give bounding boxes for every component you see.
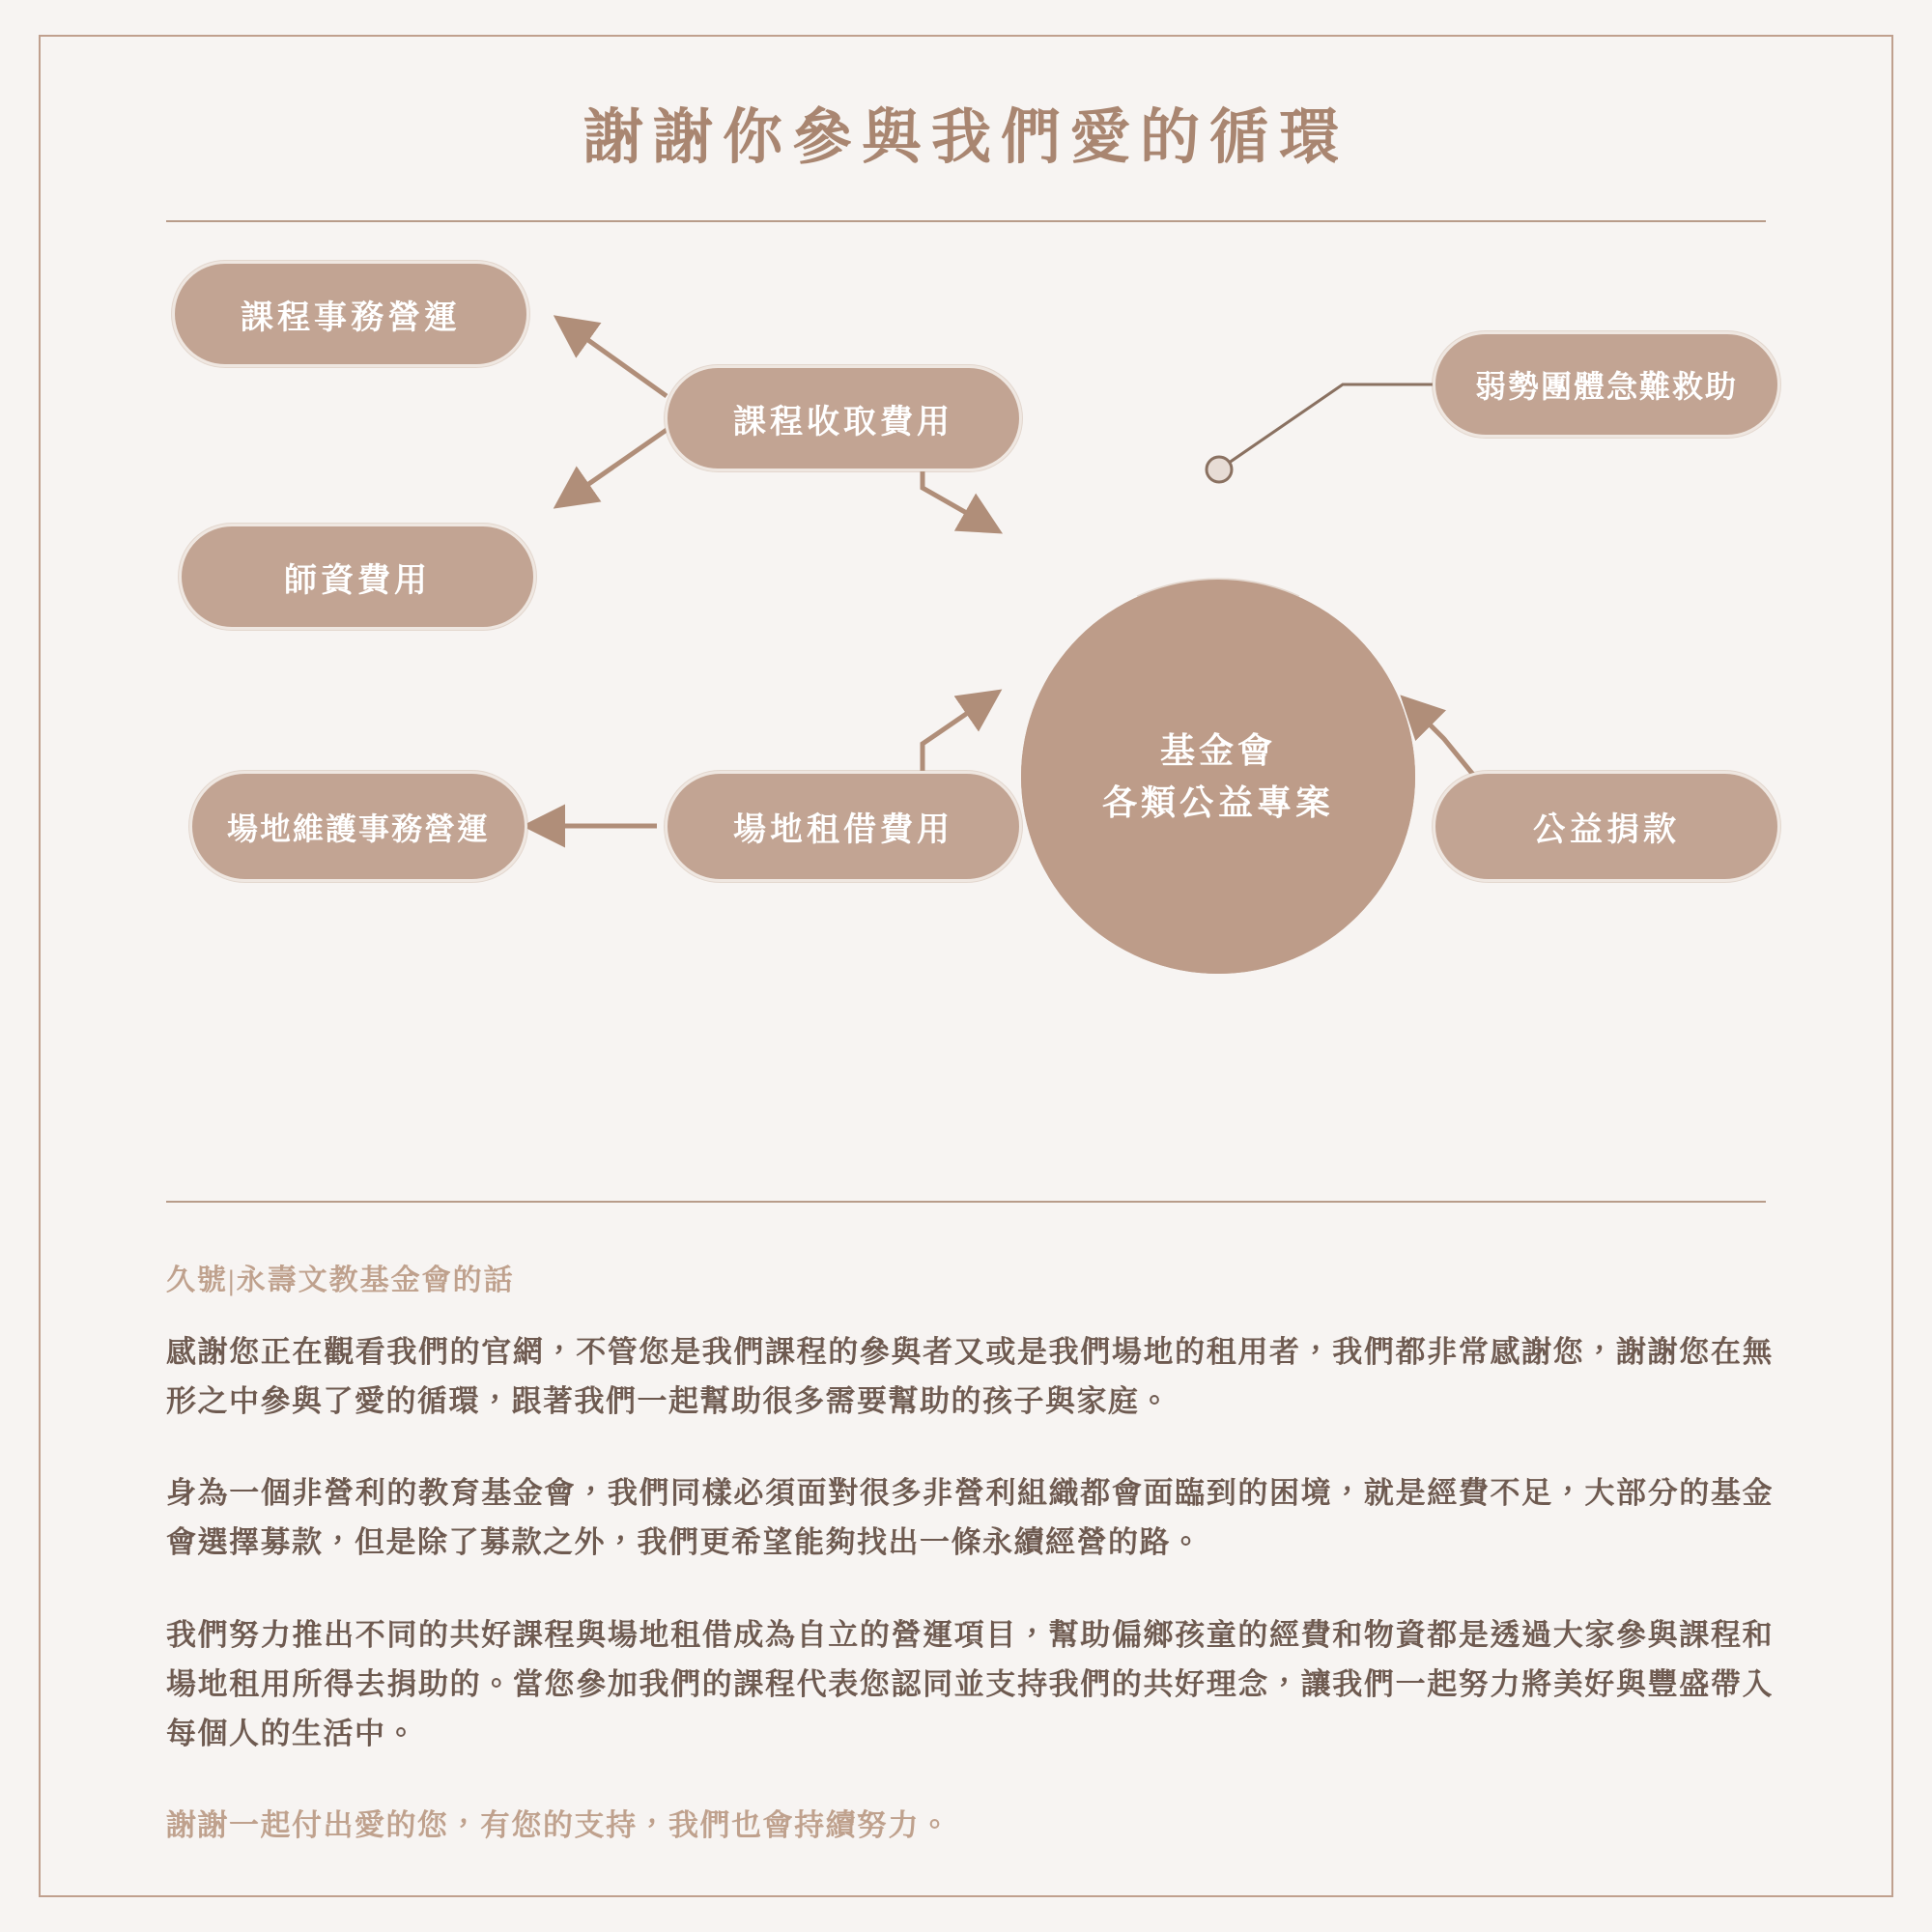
- foundation-message: [166, 1256, 1774, 1892]
- divider-top: [166, 220, 1766, 222]
- message-paragraph-2: 身為一個非營利的教育基金會，我們同樣必須面對很多非營利組織都會面臨到的困境，就是經費不足，大部分的基金會選擇募款，但是除了募款之外，我們更希望能夠找出一條永續經營的路。: [166, 1476, 1774, 1560]
- node-venue-maintenance-label: 場地維護事務營運: [226, 810, 490, 846]
- foundation-center-node: [1021, 580, 1415, 974]
- node-donation-label: 公益捐款: [1533, 812, 1680, 848]
- node-emergency-relief-label: 弱勢團體急難救助: [1474, 369, 1738, 404]
- page-title: 謝謝你參與我們愛的循環: [582, 105, 1349, 171]
- node-teacher-fee-label: 師資費用: [284, 562, 431, 599]
- flow-diagram: [0, 251, 1932, 1198]
- node-course-fee-label: 課程收取費用: [733, 404, 953, 440]
- message-heading: 久號|永壽文教基金會的話: [166, 1264, 515, 1296]
- message-paragraph-1: 感謝您正在觀看我們的官網，不管您是我們課程的參與者又或是我們場地的租用者，我們都非常感謝您，謝謝您在無形之中參與了愛的循環，跟著我們一起幫助很多需要幫助的孩子與家庭。: [166, 1335, 1774, 1419]
- node-course-admin-label: 課程事務營運: [241, 299, 461, 336]
- foundation-label-line2: 各類公益專案: [1101, 783, 1334, 822]
- message-closing: 謝謝一起付出愛的您，有您的支持，我們也會持續努力。: [166, 1807, 952, 1842]
- foundation-pie: [0, 251, 1932, 1198]
- message-paragraph-3: 我們努力推出不同的共好課程與場地租借成為自立的營運項目，幫助偏鄉孩童的經費和物資都是透過大家參與課程和場地租用所得去捐助的。當您參加我們的課程代表您認同並支持我們的共好理念，讓我們一起努力將美好與豐盛帶入每個人的生活中。: [166, 1617, 1774, 1750]
- divider-bottom: [166, 1201, 1766, 1203]
- node-venue-rental-fee-label: 場地租借費用: [733, 812, 953, 848]
- foundation-label-line1: 基金會: [1159, 731, 1276, 770]
